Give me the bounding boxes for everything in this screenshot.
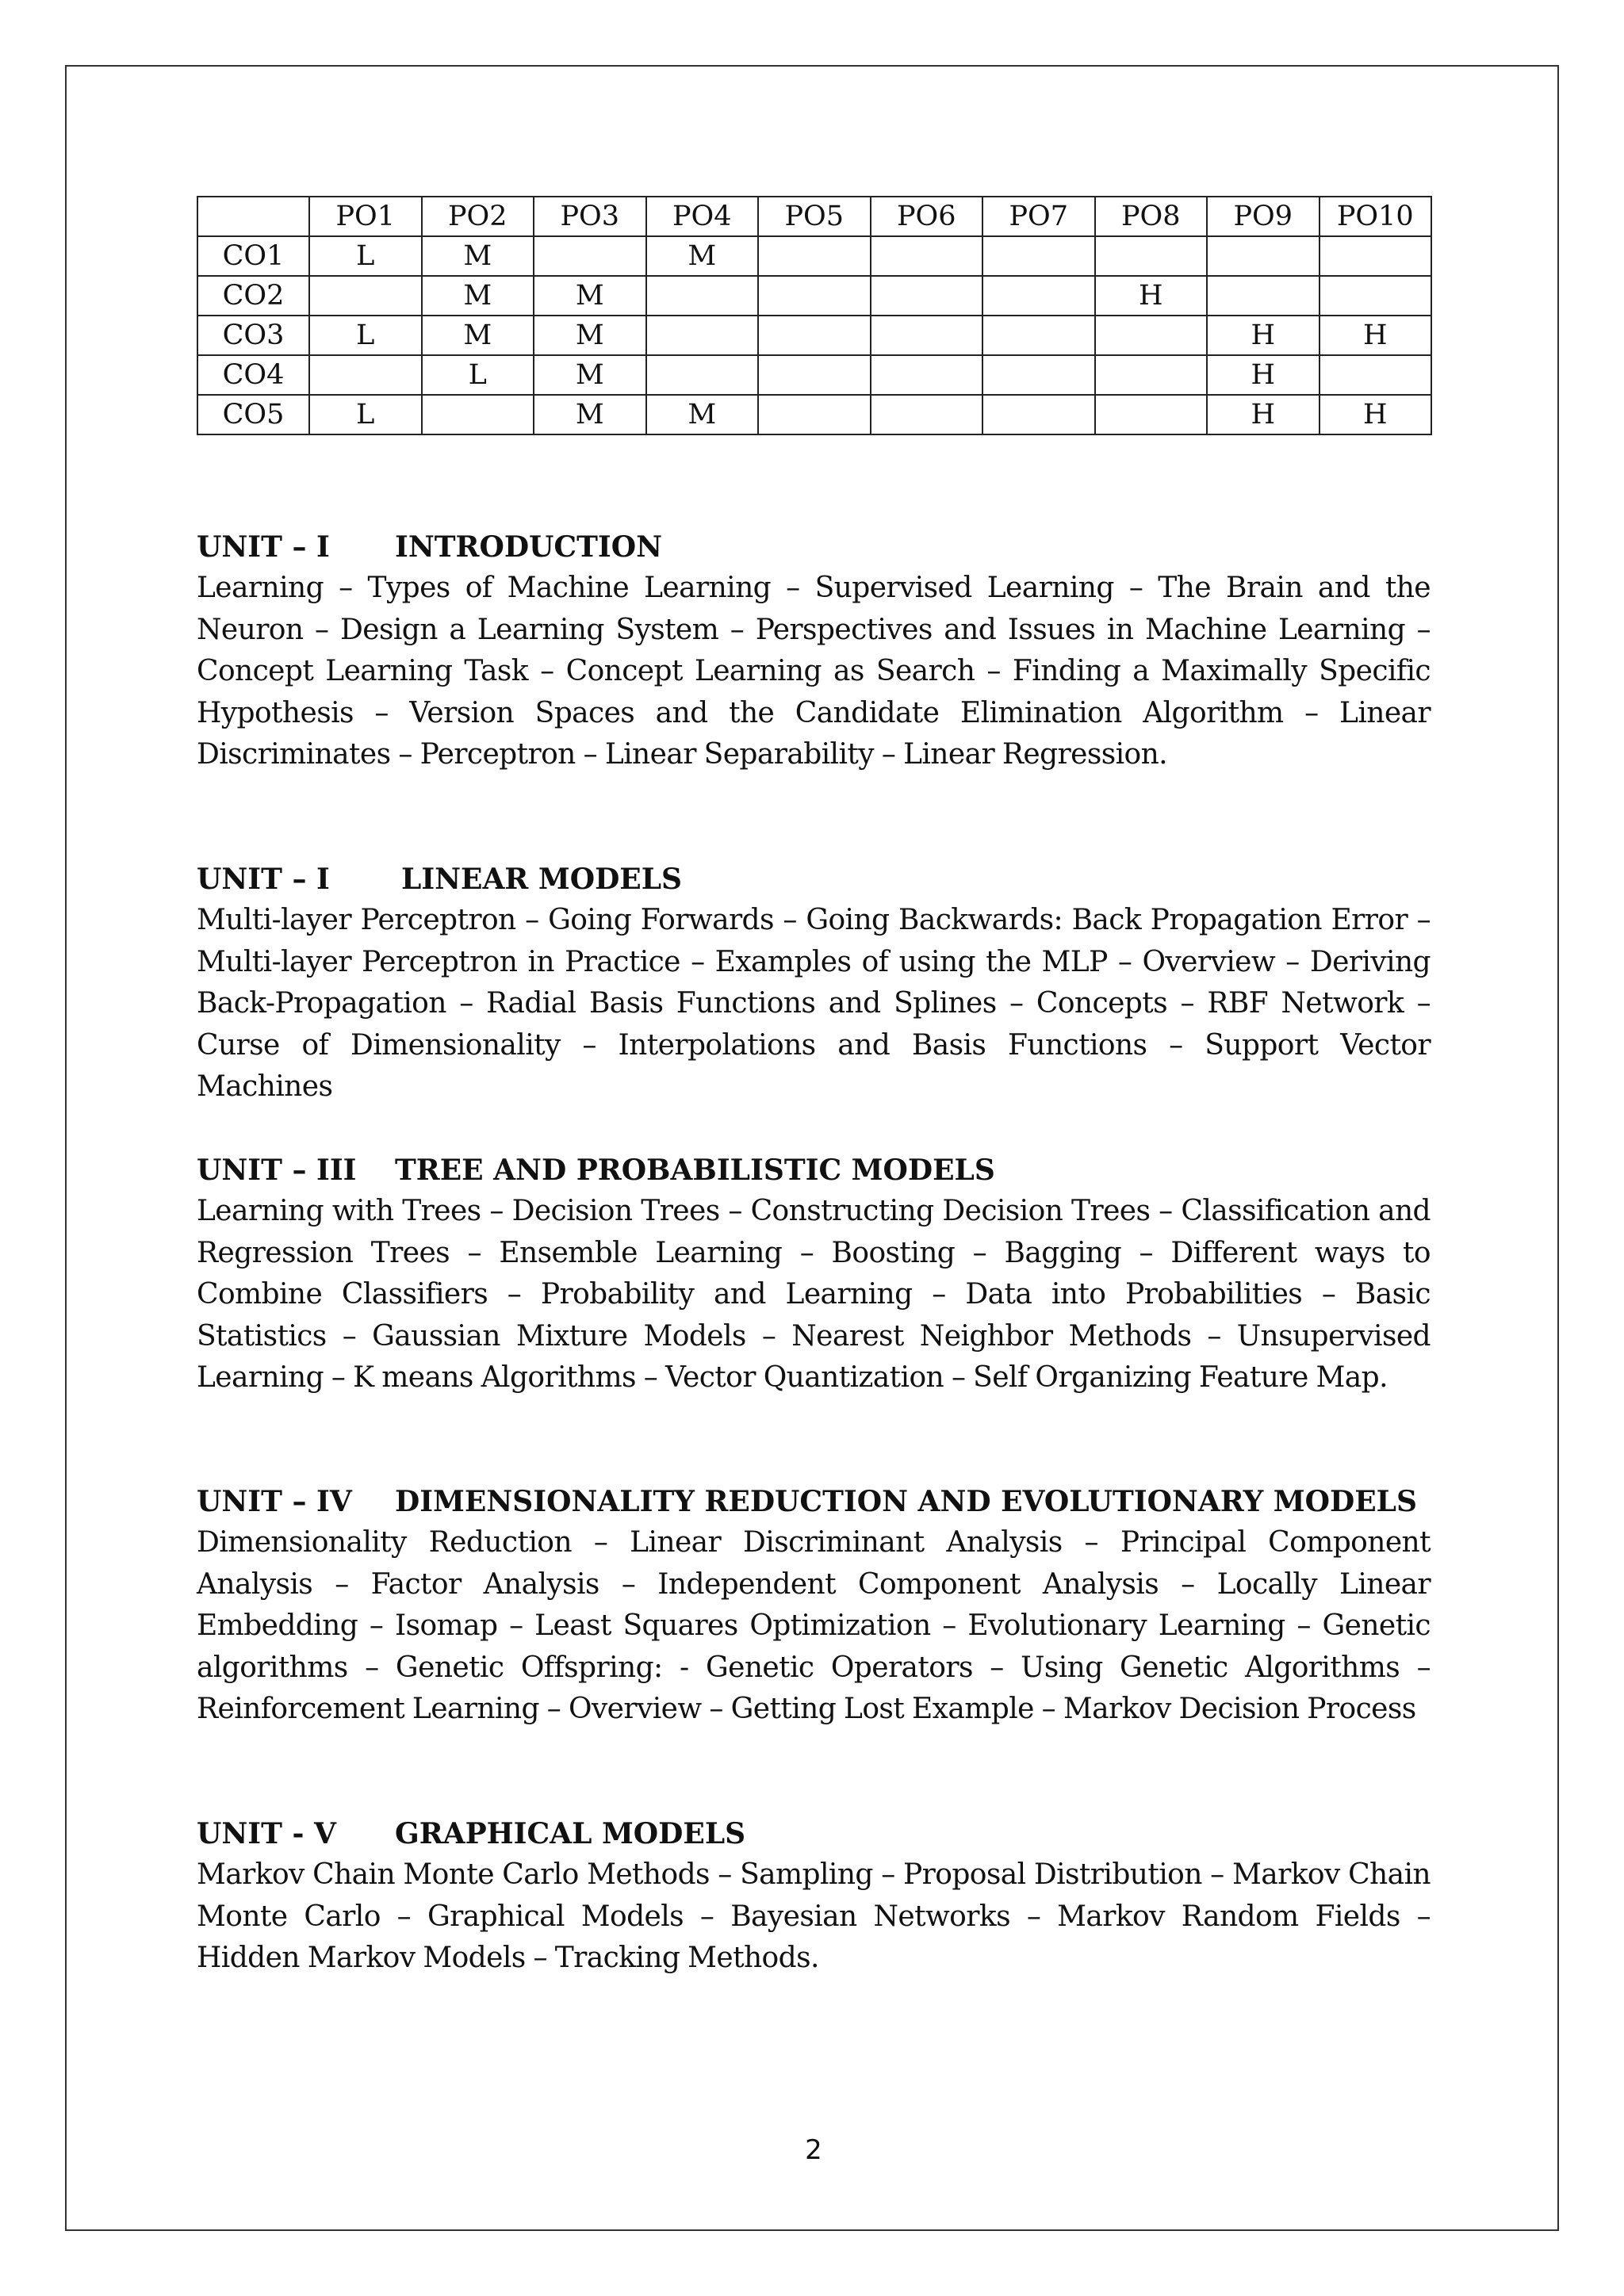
unit-description: Multi-layer Perceptron – Going Forwards – Going Backwards: Back Propagation Error – Multi-layer Perceptron in Practice – Examples of using the MLP – Overview – Deriving Back-Propagation – Radial Basis Functions and Splines – Concepts – RBF Network – Curse of Dimensionality – Interpolations and Basis Functions – Support Vector Machines bbox=[197, 904, 1431, 1103]
table-cell bbox=[758, 355, 871, 395]
table-cell bbox=[871, 355, 983, 395]
table-cell: L bbox=[309, 316, 422, 355]
table-cell bbox=[982, 355, 1095, 395]
table-header-cell: PO7 bbox=[982, 197, 1095, 236]
table-row bbox=[197, 355, 1431, 395]
table-header-cell: PO9 bbox=[1207, 197, 1320, 236]
table-cell bbox=[1320, 236, 1432, 276]
table-cell: M bbox=[422, 236, 534, 276]
table-header-cell: PO4 bbox=[646, 197, 759, 236]
table-cell bbox=[422, 395, 534, 434]
table-header-cell: PO8 bbox=[1095, 197, 1208, 236]
table-cell bbox=[871, 276, 983, 316]
unit-title: GRAPHICAL MODELS bbox=[395, 1817, 746, 1850]
unit-heading bbox=[197, 526, 1431, 568]
table-cell bbox=[758, 316, 871, 355]
table-cell bbox=[1207, 276, 1320, 316]
table-cell: H bbox=[1095, 276, 1208, 316]
table-cell bbox=[646, 316, 759, 355]
table-header-cell: PO10 bbox=[1320, 197, 1432, 236]
table-cell bbox=[1095, 355, 1208, 395]
unit-number: UNIT – IV bbox=[197, 1485, 352, 1518]
table-header-cell: PO6 bbox=[871, 197, 983, 236]
table-header-row bbox=[197, 197, 1431, 236]
table-cell: H bbox=[1207, 316, 1320, 355]
table-header-cell: PO3 bbox=[534, 197, 646, 236]
unit-heading bbox=[197, 859, 1431, 900]
table-cell: H bbox=[1320, 316, 1432, 355]
unit-title: LINEAR MODELS bbox=[401, 863, 683, 896]
unit-1-section bbox=[197, 526, 1431, 776]
table-row bbox=[197, 316, 1431, 355]
page-number: 2 bbox=[805, 2134, 822, 2166]
unit-description: Dimensionality Reduction – Linear Discriminant Analysis – Principal Component Analysis – Factor Analysis – Independent Component Analysis – Locally Linear Embedding – Isomap – Least Squares Optimization – Evolutionary Learning – Genetic algorithms – Genetic Offspring: - Genetic Operators – Using Genetic Algorithms – Reinforcement Learning – Overview – Getting Lost Example – Markov Decision Process bbox=[197, 1526, 1431, 1725]
table-cell bbox=[1320, 276, 1432, 316]
table-cell: L bbox=[422, 355, 534, 395]
unit-description: Learning – Types of Machine Learning – Supervised Learning – The Brain and the Neuron – Design a Learning System – Perspectives and Issues in Machine Learning – Concept Learning Task – Concept Learning as Search – Finding a Maximally Specific Hypothesis – Version Spaces and the Candidate Elimination Algorithm – Linear Discriminates – Perceptron – Linear Separability – Linear Regression. bbox=[197, 572, 1431, 771]
table-cell: M bbox=[646, 395, 759, 434]
table-cell: CO1 bbox=[197, 236, 309, 276]
table-cell: CO4 bbox=[197, 355, 309, 395]
table-cell: CO5 bbox=[197, 395, 309, 434]
unit-title: INTRODUCTION bbox=[395, 530, 662, 564]
unit-3-section bbox=[197, 1150, 1431, 1399]
table-cell bbox=[982, 236, 1095, 276]
table-cell: H bbox=[1207, 395, 1320, 434]
table-cell bbox=[982, 276, 1095, 316]
table-cell bbox=[1095, 316, 1208, 355]
table-cell: M bbox=[422, 316, 534, 355]
table-cell: L bbox=[309, 395, 422, 434]
table-cell bbox=[309, 355, 422, 395]
table-row bbox=[197, 276, 1431, 316]
table-cell: M bbox=[534, 355, 646, 395]
table-cell: M bbox=[646, 236, 759, 276]
table-cell: CO3 bbox=[197, 316, 309, 355]
table-header-cell bbox=[197, 197, 309, 236]
unit-description: Markov Chain Monte Carlo Methods – Sampling – Proposal Distribution – Markov Chain Monte Carlo – Graphical Models – Bayesian Networks – Markov Random Fields – Hidden Markov Models – Tracking Methods. bbox=[197, 1858, 1431, 1974]
table-row bbox=[197, 395, 1431, 434]
table-cell: M bbox=[534, 395, 646, 434]
table-cell: H bbox=[1320, 395, 1432, 434]
table-cell bbox=[534, 236, 646, 276]
table-cell: M bbox=[422, 276, 534, 316]
unit-heading bbox=[197, 1150, 1431, 1191]
co-po-mapping-table bbox=[197, 196, 1432, 435]
unit-number: UNIT – I bbox=[197, 530, 330, 564]
table-cell bbox=[1207, 236, 1320, 276]
unit-4-section bbox=[197, 1481, 1431, 1731]
table-cell: M bbox=[534, 316, 646, 355]
unit-title: TREE AND PROBABILISTIC MODELS bbox=[395, 1154, 995, 1187]
unit-number: UNIT – I bbox=[197, 863, 330, 896]
unit-description: Learning with Trees – Decision Trees – Constructing Decision Trees – Classification and Regression Trees – Ensemble Learning – Boosting – Bagging – Different ways to Combine Classifiers – Probability and Learning – Data into Probabilities – Basic Statistics – Gaussian Mixture Models – Nearest Neighbor Methods – Unsupervised Learning – K means Algorithms – Vector Quantization – Self Organizing Feature Map. bbox=[197, 1195, 1431, 1394]
table-cell bbox=[982, 395, 1095, 434]
table-cell: CO2 bbox=[197, 276, 309, 316]
table-cell bbox=[646, 355, 759, 395]
unit-heading bbox=[197, 1813, 1431, 1854]
table-row bbox=[197, 236, 1431, 276]
table-cell: L bbox=[309, 236, 422, 276]
table-cell bbox=[982, 316, 1095, 355]
unit-2-section bbox=[197, 859, 1431, 1108]
unit-heading bbox=[197, 1481, 1431, 1522]
table-header-cell: PO1 bbox=[309, 197, 422, 236]
unit-number: UNIT – III bbox=[197, 1154, 357, 1187]
table-cell bbox=[758, 236, 871, 276]
table-cell bbox=[871, 395, 983, 434]
table-cell: H bbox=[1207, 355, 1320, 395]
table-cell bbox=[758, 395, 871, 434]
table-cell bbox=[871, 236, 983, 276]
table-cell bbox=[1095, 395, 1208, 434]
table-cell bbox=[758, 276, 871, 316]
table-cell bbox=[1320, 355, 1432, 395]
table-header-cell: PO2 bbox=[422, 197, 534, 236]
table-cell bbox=[646, 276, 759, 316]
unit-title: DIMENSIONALITY REDUCTION AND EVOLUTIONARY MODELS bbox=[395, 1485, 1417, 1518]
unit-number: UNIT - V bbox=[197, 1817, 336, 1850]
table-cell bbox=[1095, 236, 1208, 276]
table-header-cell: PO5 bbox=[758, 197, 871, 236]
table-cell bbox=[871, 316, 983, 355]
table-cell bbox=[309, 276, 422, 316]
table-cell: M bbox=[534, 276, 646, 316]
unit-5-section bbox=[197, 1813, 1431, 1980]
